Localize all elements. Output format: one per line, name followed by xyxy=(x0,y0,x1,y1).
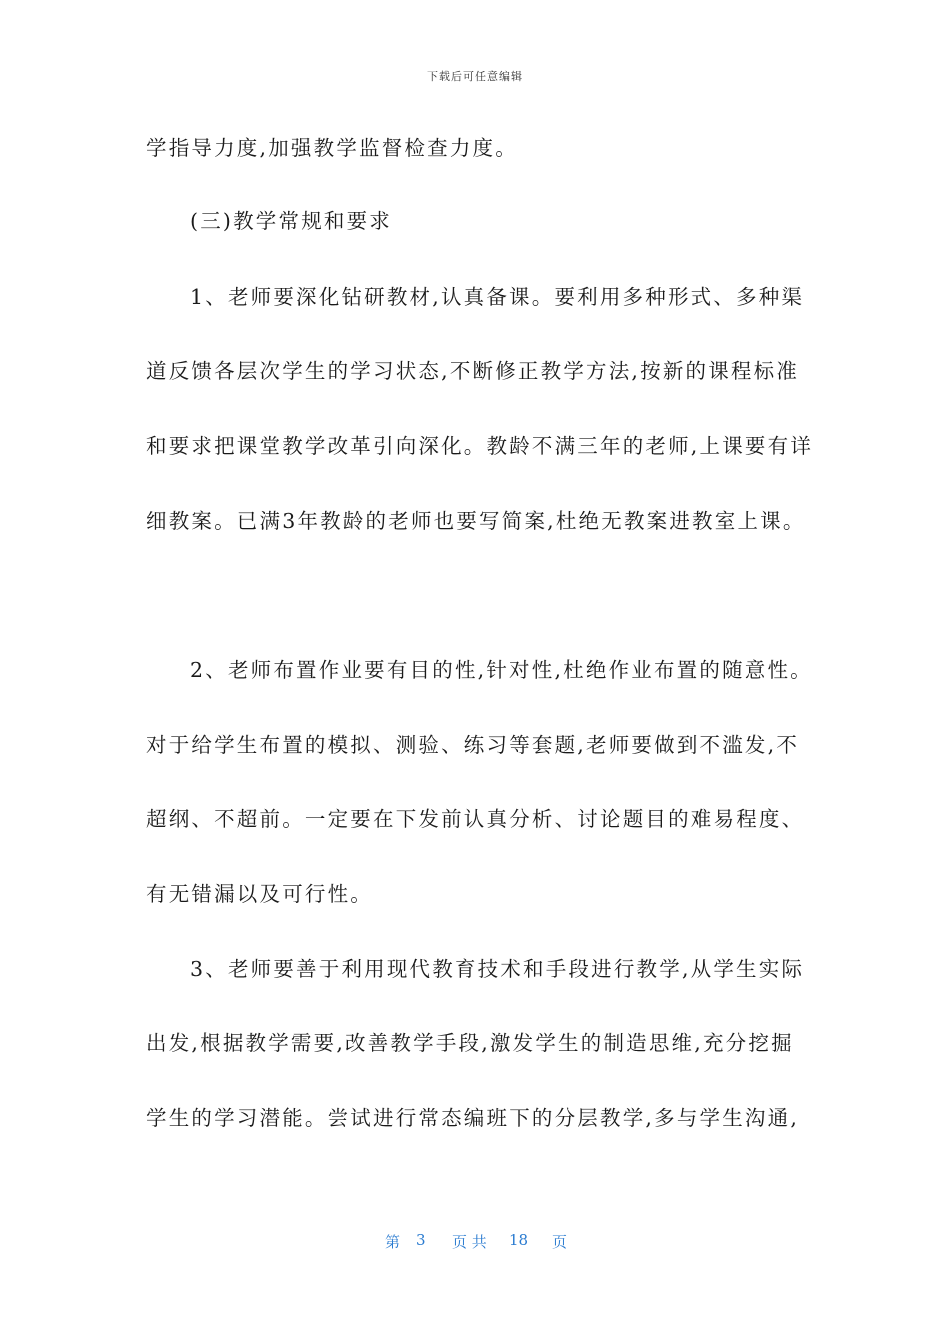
body-line: 学生的学习潜能。尝试进行常态编班下的分层教学,多与学生沟通, xyxy=(146,1106,800,1130)
page-header-note: 下载后可任意编辑 xyxy=(427,70,523,83)
body-line: 有无错漏以及可行性。 xyxy=(146,882,373,906)
page-prefix: 第 xyxy=(385,1233,401,1251)
page-total: 18 xyxy=(509,1231,529,1249)
body-line: 道反馈各层次学生的学习状态,不断修正教学方法,按新的课程标准 xyxy=(146,359,800,383)
body-line: 细教案。已满3年教龄的老师也要写简案,杜绝无教案进教室上课。 xyxy=(146,509,806,533)
body-line: 超纲、不超前。一定要在下发前认真分析、讨论题目的难易程度、 xyxy=(146,807,805,831)
body-line: 1、老师要深化钻研教材,认真备课。要利用多种形式、多种渠 xyxy=(190,285,805,309)
body-line: 和要求把课堂教学改革引向深化。教龄不满三年的老师,上课要有详 xyxy=(146,434,814,458)
body-line: 2、老师布置作业要有目的性,针对性,杜绝作业布置的随意性。 xyxy=(190,658,813,682)
page-suffix: 页 xyxy=(552,1233,568,1251)
body-line: 出发,根据教学需要,改善教学手段,激发学生的制造思维,充分挖掘 xyxy=(146,1031,794,1055)
body-line: 学指导力度,加强教学监督检查力度。 xyxy=(146,136,518,160)
page-number: 3 xyxy=(416,1231,426,1249)
page-middle: 页 共 xyxy=(452,1233,487,1251)
body-line: 对于给学生布置的模拟、测验、练习等套题,老师要做到不滥发,不 xyxy=(146,733,800,757)
section-heading: (三)教学常规和要求 xyxy=(190,209,392,233)
body-line: 3、老师要善于利用现代教育技术和手段进行教学,从学生实际 xyxy=(190,957,805,981)
